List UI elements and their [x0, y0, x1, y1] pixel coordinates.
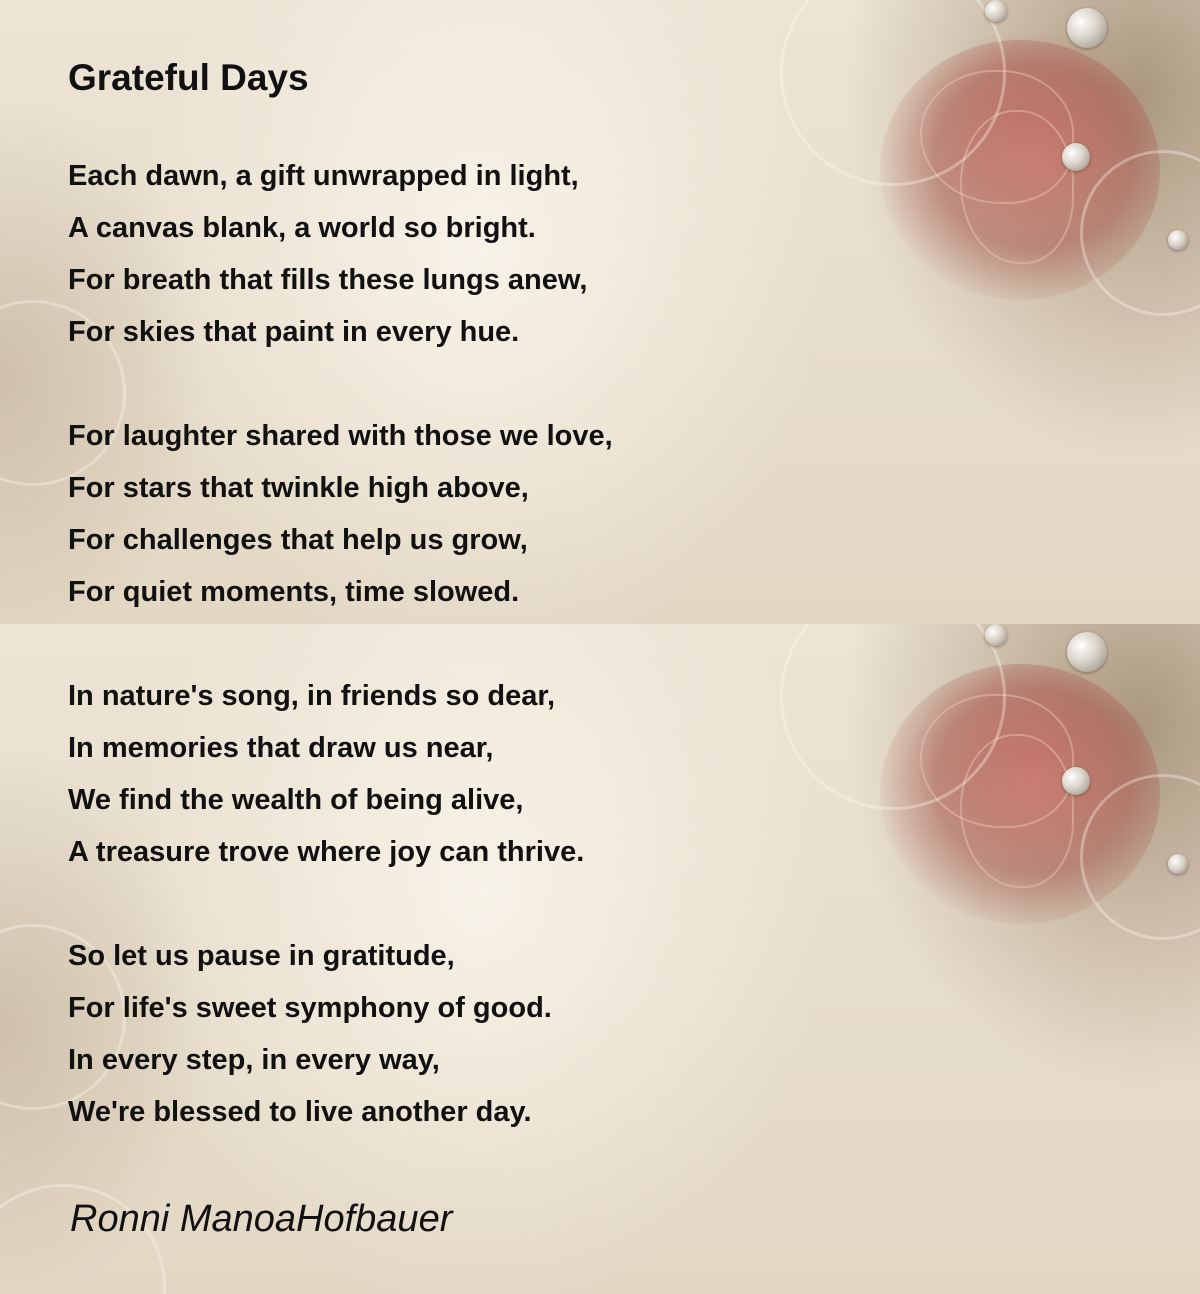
poem-line: For stars that twinkle high above,: [68, 472, 529, 504]
poem-line: A treasure trove where joy can thrive.: [68, 836, 585, 868]
poem-stanza-4: [68, 930, 552, 1138]
poem-line: A canvas blank, a world so bright.: [68, 212, 536, 244]
poem-line: For quiet moments, time slowed.: [68, 576, 520, 608]
poem-line: For skies that paint in every hue.: [68, 316, 520, 348]
poem-author: Ronni ManoaHofbauer: [70, 1198, 453, 1240]
poem-title: Grateful Days: [68, 57, 309, 98]
poem-line: In every step, in every way,: [68, 1044, 440, 1076]
poem-line: In memories that draw us near,: [68, 732, 494, 764]
poem-stanza-3: [68, 670, 584, 878]
poem-stanza-1: [68, 150, 587, 358]
poem-line: We're blessed to live another day.: [68, 1096, 532, 1128]
poem-line: For life's sweet symphony of good.: [68, 992, 552, 1024]
poem-stanza-2: [68, 410, 613, 618]
poem-line: We find the wealth of being alive,: [68, 784, 524, 816]
poem-line: In nature's song, in friends so dear,: [68, 680, 556, 712]
poem-line: Each dawn, a gift unwrapped in light,: [68, 160, 579, 192]
poem-line: So let us pause in gratitude,: [68, 940, 455, 972]
poem-line: For challenges that help us grow,: [68, 524, 528, 556]
poem-line: For breath that fills these lungs anew,: [68, 264, 588, 296]
poem-line: For laughter shared with those we love,: [68, 420, 613, 452]
